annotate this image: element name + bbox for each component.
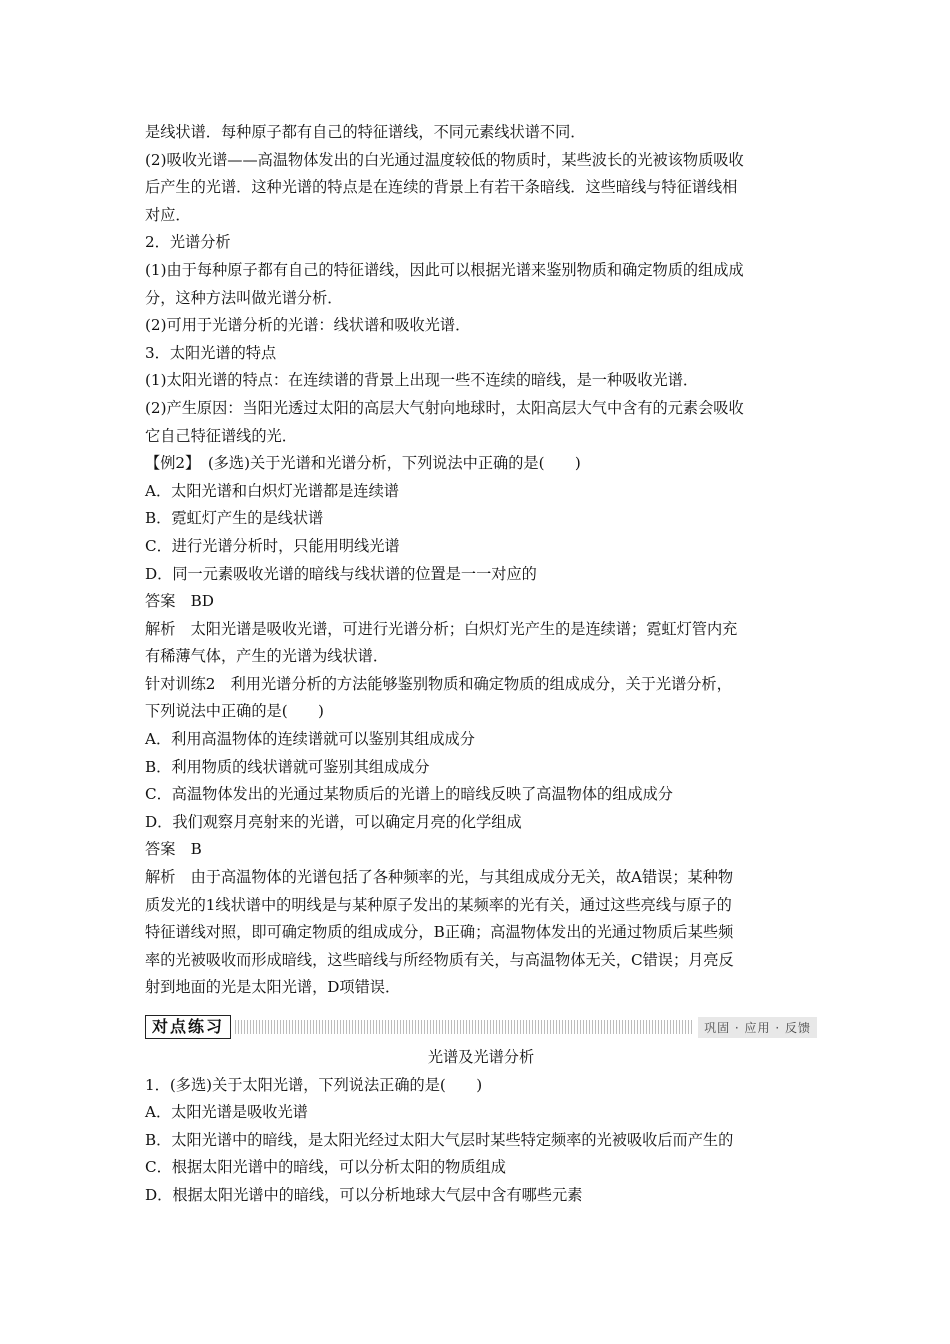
option-a: A．太阳光谱是吸收光谱 xyxy=(145,1103,308,1122)
analysis: 特征谱线对照，即可确定物质的组成成分，B正确；高温物体发出的光通过物质后某些频 xyxy=(145,923,734,942)
analysis: 解析 太阳光谱是吸收光谱，可进行光谱分析；白炽灯光产生的是连续谱；霓虹灯管内充 xyxy=(145,619,738,638)
option-d: D．同一元素吸收光谱的暗线与线状谱的位置是一一对应的 xyxy=(145,564,537,583)
banner-divider xyxy=(235,1020,694,1034)
analysis: 解析 由于高温物体的光谱包括了各种频率的光，与其组成成分无关，故A错误；某种物 xyxy=(145,868,734,887)
text-line: (2)可用于光谱分析的光谱：线状谱和吸收光谱． xyxy=(145,316,471,335)
option-a: A．太阳光谱和白炽灯光谱都是连续谱 xyxy=(145,481,399,500)
example-question: 【例2】 (多选)关于光谱和光谱分析，下列说法中正确的是( ) xyxy=(145,454,581,473)
practice-banner xyxy=(145,1014,817,1040)
text-line: 2．光谱分析 xyxy=(145,233,231,252)
training-question: 针对训练2 利用光谱分析的方法能够鉴别物质和确定物质的组成成分，关于光谱分析， xyxy=(145,674,732,693)
text-line: (2)吸收光谱——高温物体发出的白光通过温度较低的物质时，某些波长的光被该物质吸收 xyxy=(145,150,744,169)
banner-title: 对点练习 xyxy=(145,1015,231,1039)
answer: 答案 B xyxy=(145,840,202,859)
text-line: 分，这种方法叫做光谱分析． xyxy=(145,288,343,307)
text-line: 3．太阳光谱的特点 xyxy=(145,343,277,362)
text-line: (1)由于每种原子都有自己的特征谱线，因此可以根据光谱来鉴别物质和确定物质的组成成 xyxy=(145,260,744,279)
option-a: A．利用高温物体的连续谱就可以鉴别其组成成分 xyxy=(145,730,475,749)
main-text xyxy=(145,119,817,1002)
banner-tags: 巩固 · 应用 · 反馈 xyxy=(698,1017,817,1038)
option-b: B．霓虹灯产生的是线状谱 xyxy=(145,509,324,528)
option-d: D．根据太阳光谱中的暗线，可以分析地球大气层中含有哪些元素 xyxy=(145,1185,583,1204)
answer: 答案 BD xyxy=(145,592,214,611)
option-c: C．高温物体发出的光通过某物质后的光谱上的暗线反映了高温物体的组成成分 xyxy=(145,785,673,804)
option-b: B．利用物质的线状谱就可鉴别其组成成分 xyxy=(145,757,430,776)
section-heading: 光谱及光谱分析 xyxy=(427,1048,535,1066)
option-b: B．太阳光谱中的暗线，是太阳光经过太阳大气层时某些特定频率的光被吸收后而产生的 xyxy=(145,1130,734,1149)
option-c: C．进行光谱分析时，只能用明线光谱 xyxy=(145,536,400,555)
option-c: C．根据太阳光谱中的暗线，可以分析太阳的物质组成 xyxy=(145,1158,506,1177)
analysis: 有稀薄气体，产生的光谱为线状谱． xyxy=(145,647,388,666)
option-d: D．我们观察月亮射来的光谱，可以确定月亮的化学组成 xyxy=(145,812,522,831)
text-line: (1)太阳光谱的特点：在连续谱的背景上出现一些不连续的暗线，是一种吸收光谱． xyxy=(145,371,699,390)
text-line: 它自己特征谱线的光． xyxy=(145,426,297,445)
analysis: 率的光被吸收而形成暗线，这些暗线与所经物质有关，与高温物体无关，C错误；月亮反 xyxy=(145,950,734,969)
practice-section xyxy=(145,1044,817,1210)
text-line: 对应． xyxy=(145,205,191,224)
text-line: 后产生的光谱．这种光谱的特点是在连续的背景上有若干条暗线．这些暗线与特征谱线相 xyxy=(145,178,738,197)
text-line: 是线状谱．每种原子都有自己的特征谱线，不同元素线状谱不同． xyxy=(145,123,586,141)
training-question: 下列说法中正确的是( ) xyxy=(145,702,324,721)
analysis: 质发光的1线状谱中的明线是与某种原子发出的某频率的光有关，通过这些亮线与原子的 xyxy=(145,895,732,914)
text-line: (2)产生原因：当阳光透过太阳的高层大气射向地球时，太阳高层大气中含有的元素会吸收 xyxy=(145,398,744,417)
analysis: 射到地面的光是太阳光谱，D项错误． xyxy=(145,978,401,997)
question-1: 1．(多选)关于太阳光谱，下列说法正确的是( ) xyxy=(145,1075,483,1094)
